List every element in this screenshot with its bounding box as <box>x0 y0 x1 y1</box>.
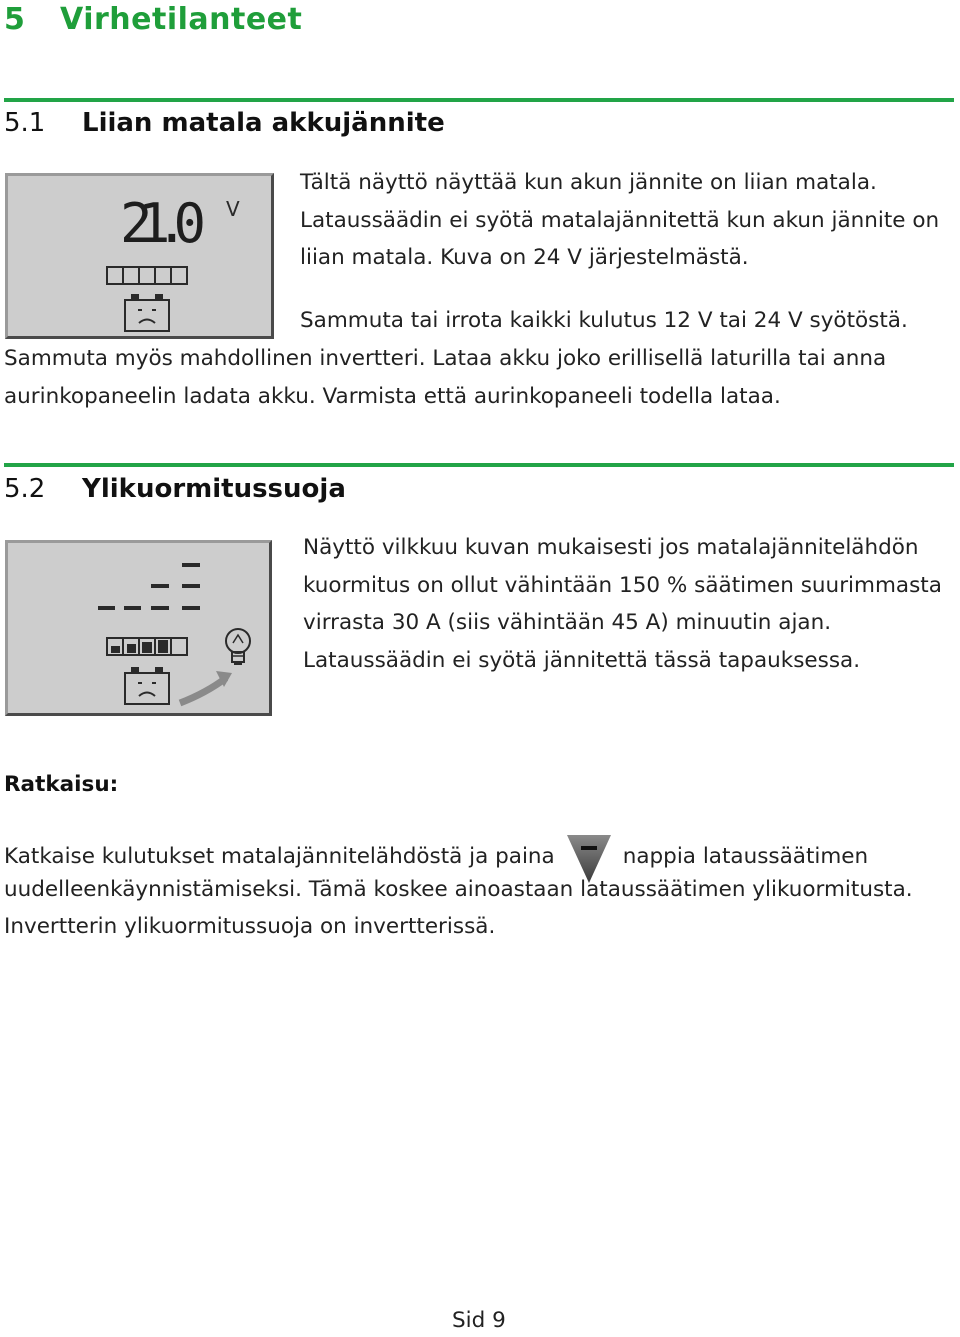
paragraph-line: Lataussäädin ei syötä matalajännitettä kun akun jännite on <box>300 207 940 233</box>
lcd-dash-segments <box>98 563 200 610</box>
paragraph-line: Sammuta tai irrota kaikki kulutus 12 V tai 24 V syötöstä. <box>300 308 908 333</box>
section-5-1-intro <box>300 164 939 277</box>
section-heading-5-1 <box>4 108 445 138</box>
paragraph-line: liian matala. Kuva on 24 V järjestelmästä. <box>300 245 749 270</box>
solution-heading: Ratkaisu: <box>4 772 119 797</box>
paragraph-line: virrasta 30 A (siis vähintään 45 A) minuutin ajan. <box>303 610 832 635</box>
lcd-display-overload <box>5 540 272 716</box>
light-bulb-icon <box>226 629 250 664</box>
lcd-voltage-reading: 21.0 <box>120 192 206 255</box>
solution-text-after: nappia lataussäätimen <box>622 844 869 869</box>
section-5-2-text <box>303 529 942 679</box>
battery-level-bar <box>107 638 187 655</box>
paragraph-line: aurinkopaneelin ladata akku. Varmista että aurinkopaneeli todella lataa. <box>4 383 781 409</box>
lcd-display-low-voltage <box>5 173 274 339</box>
sad-battery-icon <box>125 667 169 704</box>
paragraph-line: kuormitus on ollut vähintään 150 % säätimen suurimmasta <box>303 572 942 598</box>
section-5-1-instructions-line1 <box>300 302 908 340</box>
battery-level-bar <box>107 267 187 284</box>
solution-line-3: Invertterin ylikuormitussuoja on invertterissä. <box>4 914 496 939</box>
section-number: 5.2 <box>4 474 46 504</box>
solution-line-1 <box>4 833 913 871</box>
paragraph-line: Tältä näyttö näyttää kun akun jännite on liian matala. <box>300 170 877 195</box>
solution-text-before: Katkaise kulutukset matalajännitelähdöstä ja paina <box>4 844 555 869</box>
section-number: 5.1 <box>4 108 46 138</box>
chapter-number: 5 <box>4 2 26 37</box>
chapter-heading <box>4 2 302 37</box>
lcd-unit: V <box>226 197 240 221</box>
chapter-title: Virhetilanteet <box>60 2 303 37</box>
page-number: Sid 9 <box>452 1308 506 1333</box>
lcd-graphic <box>8 176 271 336</box>
section-divider <box>4 463 954 467</box>
paragraph-line: Sammuta myös mahdollinen invertteri. Lataa akku joko erillisellä laturilla tai anna <box>4 346 887 371</box>
solution-text <box>4 833 913 946</box>
section-divider <box>4 98 954 102</box>
section-heading-5-2 <box>4 474 346 504</box>
curved-arrow-icon <box>180 671 232 703</box>
paragraph-line: Lataussäädin ei syötä jännitettä tässä tapauksessa. <box>303 647 861 673</box>
section-title: Ylikuormitussuoja <box>82 474 346 504</box>
solution-line-2: uudelleenkäynnistämiseksi. Tämä koskee ainoastaan lataussäätimen ylikuormitusta. <box>4 876 913 902</box>
lcd-graphic <box>8 543 269 713</box>
paragraph-line: Näyttö vilkkuu kuvan mukaisesti jos matalajännitelähdön <box>303 535 919 560</box>
section-5-1-instructions <box>4 340 886 415</box>
sad-battery-icon <box>125 294 169 331</box>
section-title: Liian matala akkujännite <box>82 108 445 138</box>
